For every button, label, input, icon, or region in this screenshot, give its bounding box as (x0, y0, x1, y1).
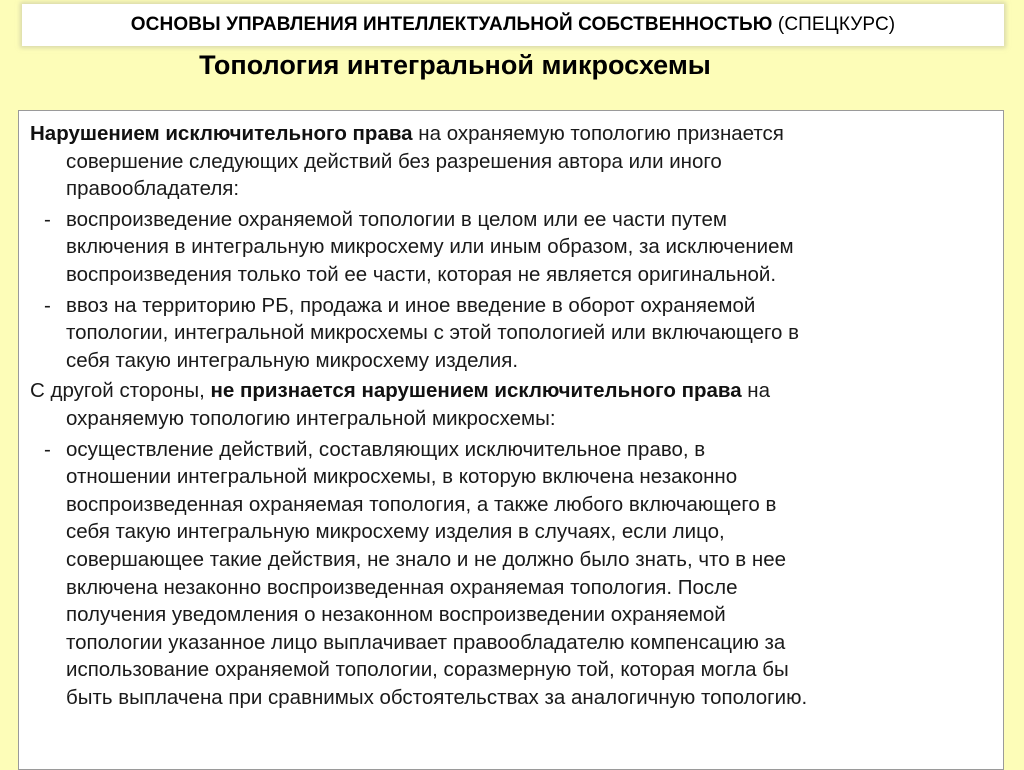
line-text: С другой стороны, (30, 379, 211, 403)
course-header (22, 4, 1004, 46)
item-line: включена незаконно воспроизведенная охраняемая топология. После (66, 575, 738, 599)
course-name: ОСНОВЫ УПРАВЛЕНИЯ ИНТЕЛЛЕКТУАЛЬНОЙ СОБСТВЕННОСТЬЮ (130, 14, 773, 35)
item-line: совершающее такие действия, не знало и не должно было знать, что в нее (66, 547, 787, 571)
item-line: воспроизведения только той ее части, которая не является оригинальной. (66, 262, 777, 286)
paragraph-exception (30, 377, 993, 432)
item-line: воспроизведенная охраняемая топология, а также любого включающего в (66, 492, 777, 516)
paragraph-line: правообладателя: (66, 177, 240, 201)
item-line: себя такую интегральную микросхему изделия в случаях, если лицо, (66, 520, 725, 544)
item-line: получения уведомления о незаконном воспроизведении охраняемой (66, 603, 726, 627)
course-type: (СПЕЦКУРС) (772, 14, 896, 35)
item-line: отношении интегральной микросхемы, в которую включена незаконно (66, 465, 738, 489)
item-line: осуществление действий, составляющих исключительное право, в (66, 437, 706, 461)
item-line: топологии указанное лицо выплачивает правообладателю компенсацию за (66, 630, 786, 654)
list-item (30, 436, 993, 712)
slide-title: Топология интегральной микросхемы (199, 50, 711, 80)
list-item (30, 292, 993, 375)
line-text: на охраняемую топологию признается (412, 122, 784, 145)
paragraph-infringement (30, 120, 993, 203)
paragraph-line (30, 120, 993, 148)
content-box (18, 110, 1004, 770)
item-line: быть выплачена при сравнимых обстоятельствах за аналогичную топологию. (66, 685, 808, 709)
item-line: включения в интегральную микросхему или иным образом, за исключением (66, 235, 794, 259)
item-line: топологии, интегральной микросхемы с этой топологией или включающего в (66, 321, 799, 345)
dash-bullet: - (44, 437, 51, 461)
item-line: использование охраняемой топологии, соразмерную той, которая могла бы (66, 658, 789, 682)
paragraph-line: совершение следующих действий без разрешения автора или иного (66, 149, 722, 173)
item-line: воспроизведение охраняемой топологии в целом или ее части путем (66, 207, 728, 231)
item-line: ввоз на территорию РБ, продажа и иное введение в оборот охраняемой (66, 293, 756, 317)
dash-bullet: - (44, 293, 51, 317)
paragraph-line: охраняемую топологию интегральной микросхемы: (66, 406, 556, 430)
item-line: себя такую интегральную микросхему изделия. (66, 348, 519, 372)
paragraph-line (30, 377, 993, 405)
bold-term: Нарушением исключительного права (30, 122, 413, 145)
list-item (30, 206, 993, 289)
line-text: на (741, 379, 771, 403)
dash-bullet: - (44, 207, 51, 231)
bold-term: не признается нарушением исключительного права (210, 379, 742, 403)
